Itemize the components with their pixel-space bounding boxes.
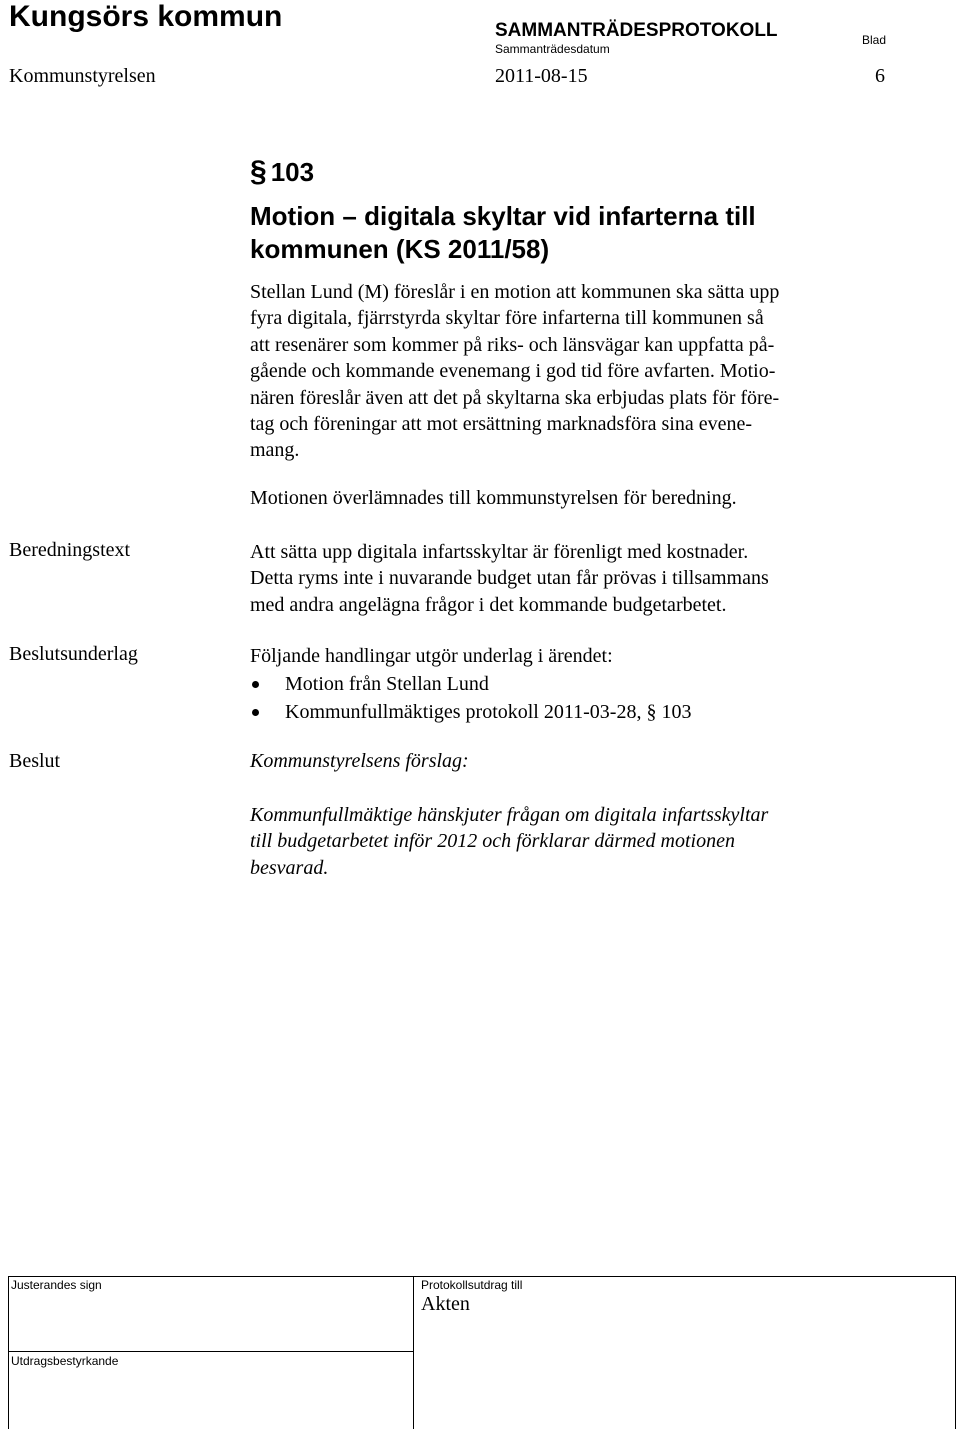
paragraph-line: Detta ryms inte i nuvarande budget utan får prövas i tillsammans xyxy=(250,567,769,590)
paragraph-line: gående och kommande evenemang i god tid före avfarten. Motio- xyxy=(250,360,776,383)
beredning-label: Beredningstext xyxy=(9,539,131,561)
decision-line: Kommunfullmäktige hänskjuter frågan om digitala infartsskyltar xyxy=(250,804,769,826)
page-number: 6 xyxy=(875,65,885,87)
decision-line: besvarad. xyxy=(250,856,329,879)
section-symbol: § xyxy=(250,155,267,188)
meeting-date: 2011-08-15 xyxy=(495,65,588,87)
footer-divider xyxy=(413,1276,414,1429)
date-label: Sammanträdesdatum xyxy=(495,42,610,56)
bullet-icon xyxy=(252,709,259,716)
paragraph-line: fyra digitala, fjärrstyrda skyltar före infarterna till kommunen så xyxy=(250,307,764,330)
paragraph-line: Stellan Lund (M) föreslår i en motion att kommunen ska sätta upp xyxy=(250,281,780,303)
paragraph-line: tag och föreningar att mot ersättning marknadsföra sina evene- xyxy=(250,413,753,436)
motion-paragraph xyxy=(250,279,890,464)
list-item-text: Kommunfullmäktiges protokoll 2011-03-28, § 103 xyxy=(285,701,692,723)
utdragsbestyrkande-label: Utdragsbestyrkande xyxy=(11,1354,119,1368)
underlag-label: Beslutsunderlag xyxy=(9,643,138,665)
organization-name: Kungsörs kommun xyxy=(9,0,283,33)
paragraph-line: nären föreslår även att det på skyltarna ska erbjudas plats för före- xyxy=(250,386,780,409)
section-number xyxy=(250,155,314,189)
footer-divider xyxy=(955,1276,956,1429)
document-type: SAMMANTRÄDESPROTOKOLL xyxy=(495,20,778,41)
committee-name: Kommunstyrelsen xyxy=(9,65,156,87)
proposal-heading: Kommunstyrelsens förslag: xyxy=(250,750,469,772)
section-title-line: kommunen (KS 2011/58) xyxy=(250,234,550,264)
list-item xyxy=(250,670,691,698)
bullet-icon xyxy=(252,681,259,688)
section-title-line: Motion – digitala skyltar vid infarterna till xyxy=(250,201,756,231)
protokollsutdrag-label: Protokollsutdrag till xyxy=(421,1278,523,1292)
list-item-text: Motion från Stellan Lund xyxy=(285,673,489,695)
paragraph-line: med andra angelägna frågor i det kommande budgetarbetet. xyxy=(250,593,727,616)
list-item xyxy=(250,698,691,726)
paragraph-line: att resenärer som kommer på riks- och länsvägar kan uppfatta på- xyxy=(250,333,775,356)
section-number-value: 103 xyxy=(270,157,315,187)
beredning-text xyxy=(250,539,890,618)
page-label: Blad xyxy=(862,33,887,47)
section-title xyxy=(250,200,890,266)
referral-paragraph: Motionen överlämnades till kommunstyrelsen för beredning. xyxy=(250,487,737,509)
protokollsutdrag-value: Akten xyxy=(421,1293,470,1315)
justerandes-sign-label: Justerandes sign xyxy=(11,1278,102,1292)
paragraph-line: mang. xyxy=(250,439,300,462)
decision-text xyxy=(250,802,768,881)
decision-line: till budgetarbetet inför 2012 och förklarar därmed motionen xyxy=(250,830,735,853)
underlag-intro: Följande handlingar utgör underlag i ärendet: xyxy=(250,645,613,667)
paragraph-line: Att sätta upp digitala infartsskyltar är förenligt med kostnader. xyxy=(250,541,749,563)
underlag-list xyxy=(250,670,691,726)
footer-divider xyxy=(8,1276,956,1277)
footer-divider xyxy=(8,1351,414,1352)
footer-divider xyxy=(8,1276,9,1429)
beslut-label: Beslut xyxy=(9,750,61,772)
